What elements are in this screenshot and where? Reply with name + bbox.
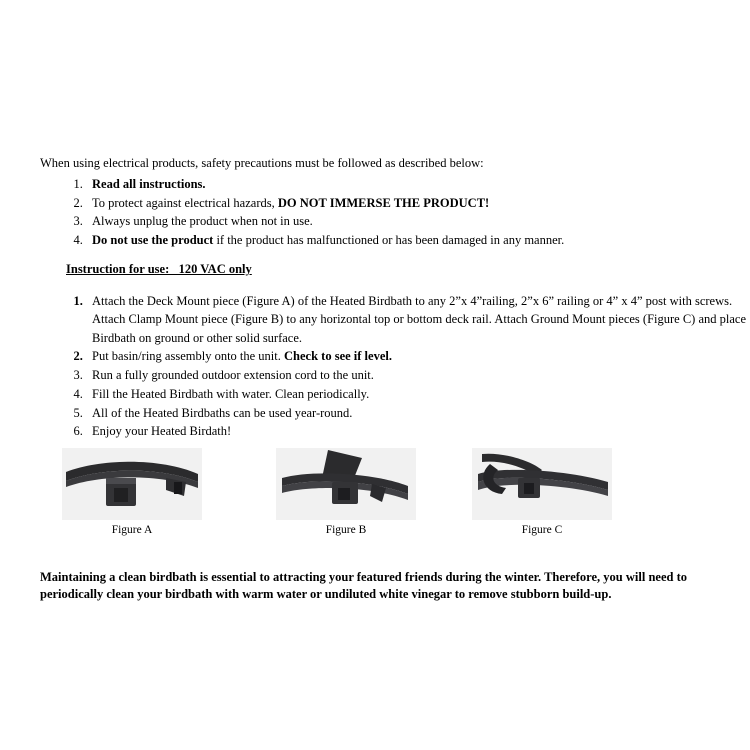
safety-item-4-text: if the product has malfunctioned or has been damaged in any manner. bbox=[213, 232, 565, 247]
step-3-text: Run a fully grounded outdoor extension cord to the unit. bbox=[92, 368, 374, 382]
safety-precautions-list bbox=[58, 175, 736, 249]
safety-item-2-text: To protect against electrical hazards, bbox=[92, 195, 278, 210]
figure-a-caption: Figure A bbox=[111, 524, 153, 536]
list-item bbox=[86, 347, 746, 365]
step-2-text: Put basin/ring assembly onto the unit. bbox=[92, 349, 285, 364]
closing-paragraph: Maintaining a clean birdbath is essential to attracting your featured friends during the winter. Therefore, you will need to periodically clean your birdbath with warm water or undiluted white vinegar to remove stubborn build-up. bbox=[40, 569, 687, 601]
list-item bbox=[86, 175, 736, 194]
list-item bbox=[86, 385, 746, 403]
list-item bbox=[86, 366, 746, 384]
figures-row bbox=[62, 448, 682, 540]
list-item bbox=[86, 194, 736, 213]
instruction-steps-list bbox=[58, 292, 746, 441]
list-item bbox=[86, 212, 736, 231]
figure-b-image bbox=[276, 448, 416, 520]
figure-a-image bbox=[62, 448, 202, 520]
step-1-text: Attach the Deck Mount piece (Figure A) of the Heated Birdbath to any 2”x 4”railing, 2”x 6” railing or 4” x 4” post with screws. Attach Clamp Mount piece (Figure B) to any horizontal top or bottom deck rail. Attach Ground Mount pieces (Figure C) and place Birdbath on ground or other solid surface. bbox=[92, 294, 747, 345]
list-item bbox=[86, 292, 746, 347]
step-4-text: Fill the Heated Birdbath with water. Clean periodically. bbox=[92, 386, 370, 401]
safety-item-3-text: Always unplug the product when not in use. bbox=[92, 214, 313, 228]
list-item bbox=[86, 231, 736, 250]
step-2-bold: Check to see if level. bbox=[284, 349, 392, 364]
intro-paragraph: When using electrical products, safety precautions must be followed as described below: bbox=[40, 155, 484, 170]
figure-b-caption: Figure B bbox=[325, 524, 367, 536]
figure-c-image bbox=[472, 448, 612, 520]
figure-c-caption: Figure C bbox=[521, 524, 563, 536]
list-item bbox=[86, 422, 746, 440]
safety-item-4-bold: Do not use the product bbox=[92, 232, 214, 247]
ground-mount-illustration bbox=[472, 448, 612, 520]
step-6-text: Enjoy your Heated Birdath! bbox=[92, 424, 232, 439]
safety-item-2-bold: DO NOT IMMERSE THE PRODUCT! bbox=[277, 195, 490, 210]
safety-item-1-bold: Read all instructions. bbox=[92, 177, 206, 191]
instruction-heading: Instruction for use: 120 VAC only bbox=[66, 262, 252, 276]
clamp-mount-illustration bbox=[276, 448, 416, 520]
list-item bbox=[86, 404, 746, 422]
step-5-text: All of the Heated Birdbaths can be used year-round. bbox=[92, 405, 353, 420]
deck-mount-illustration bbox=[62, 448, 202, 520]
